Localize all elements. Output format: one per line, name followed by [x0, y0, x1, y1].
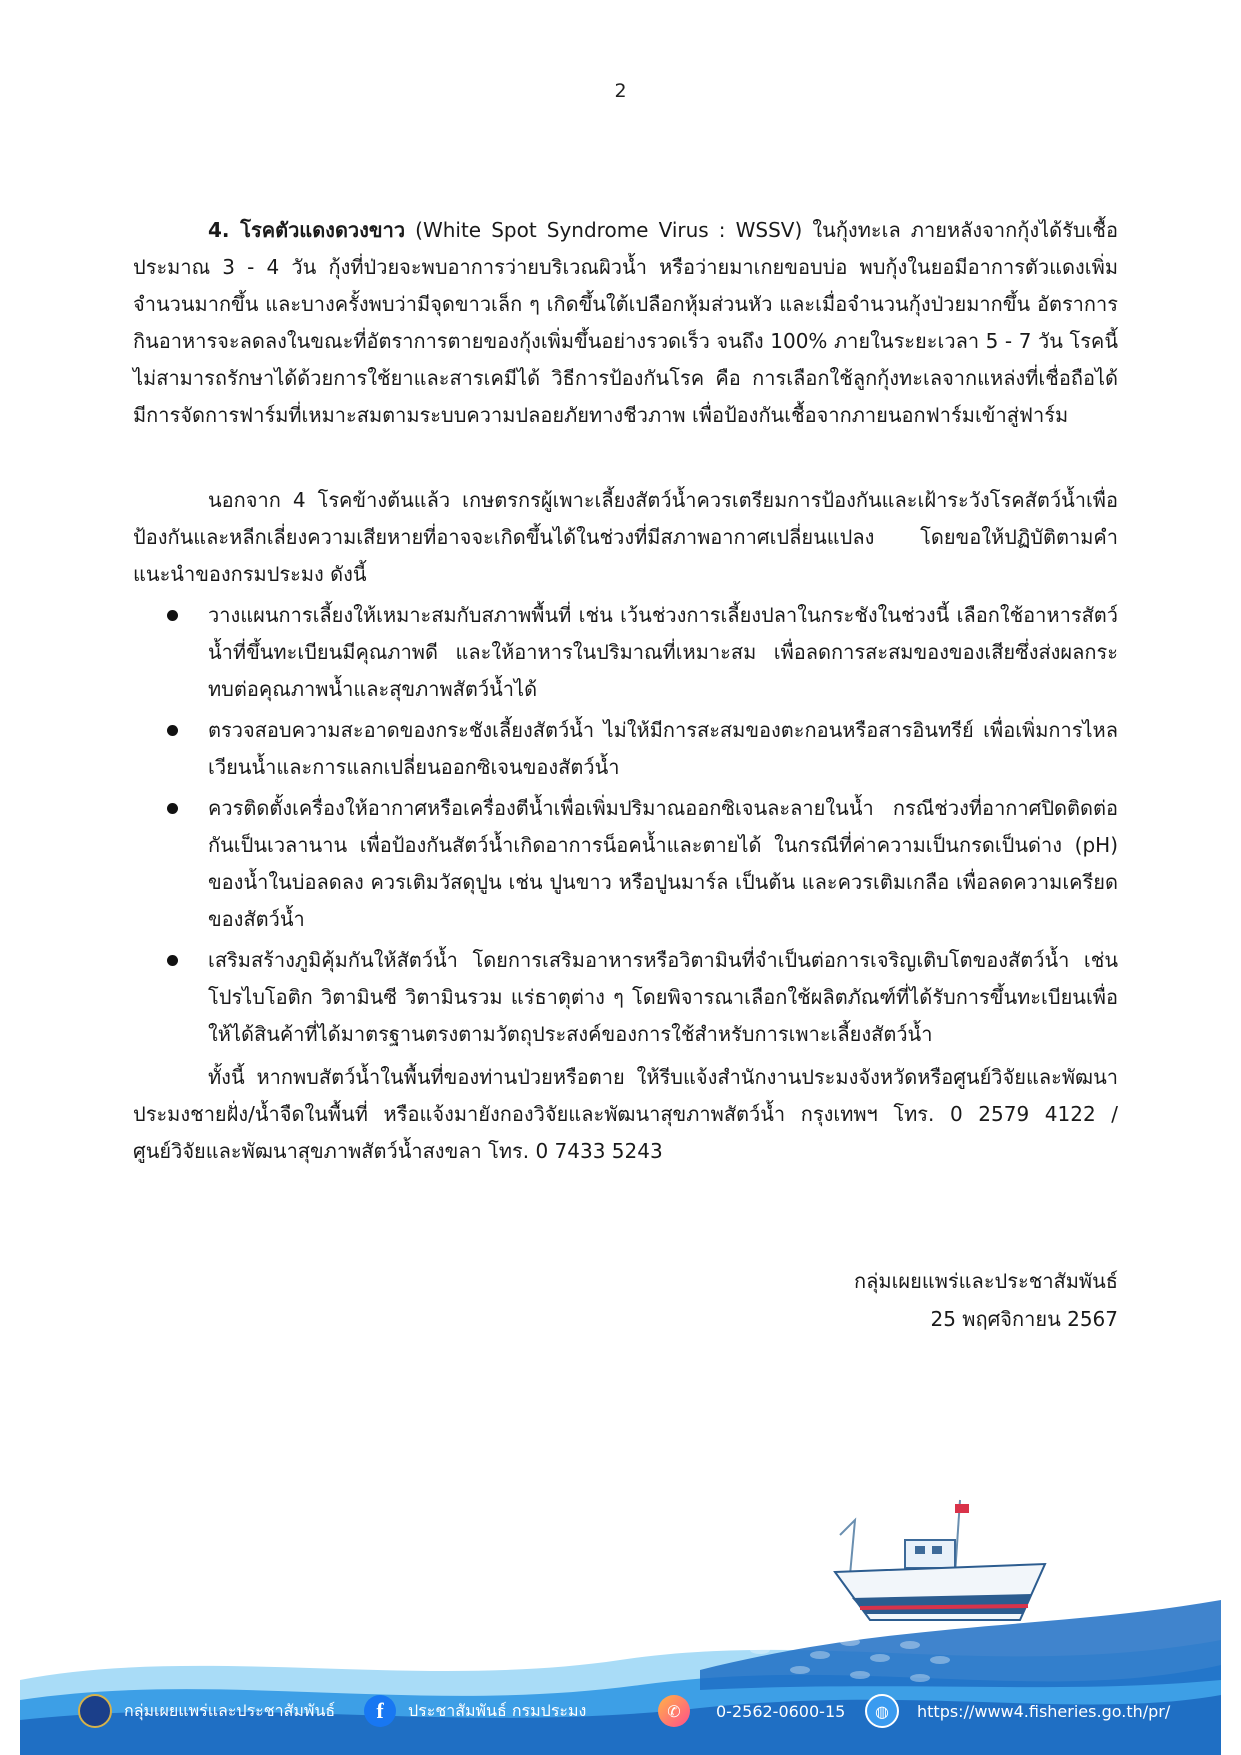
list-item: วางแผนการเลี้ยงให้เหมาะสมกับสภาพพื้นที่ เช่น เว้นช่วงการเลี้ยงปลาในกระชังในช่วงนี้ เลือกใช้อาหารสัตว์น้ำที่ขึ้นทะเบียนมีคุณภาพดี และให้อาหารในปริมาณที่เหมาะสม เพื่อลดการสะสมของของเสียซึ่งส่งผลกระทบต่อคุณภาพน้ำและสุขภาพสัตว์น้ำได้ — [208, 597, 1118, 708]
bullet-icon — [167, 610, 178, 621]
list-item: ตรวจสอบความสะอาดของกระชังเลี้ยงสัตว์น้ำ ไม่ให้มีการสะสมของตะกอนหรือสารอินทรีย์ เพื่อเพิ่มการไหลเวียนน้ำและการแลกเปลี่ยนออกซิเจนของสัตว์น้ำ — [208, 712, 1118, 786]
footer-org-label: กลุ่มเผยแพร่และประชาสัมพันธ์ — [124, 1700, 336, 1720]
section4-heading: 4. โรคตัวแดงดวงขาว — [208, 218, 406, 242]
section4-paragraph — [133, 212, 1118, 434]
signature-org: กลุ่มเผยแพร่และประชาสัมพันธ์ — [854, 1269, 1118, 1293]
signature-date: 25 พฤศจิกายน 2567 — [930, 1307, 1118, 1331]
bullet-icon — [167, 725, 178, 736]
article-body — [133, 212, 1118, 1170]
phone-icon: ✆ — [658, 1695, 690, 1727]
section4-text: (White Spot Syndrome Virus : WSSV) ในกุ้งทะเล ภายหลังจากกุ้งได้รับเชื้อประมาณ 3 - 4 วัน กุ้งที่ป่วยจะพบอาการว่ายบริเวณผิวน้ำ หรือว่ายมาเกยขอบบ่อ พบกุ้งในยอมีอาการตัวแดงเพิ่มจำนวนมากขึ้น และบางครั้งพบว่ามีจุดขาวเล็ก ๆ เกิดขึ้นใต้เปลือกหุ้มส่วนหัว และเมื่อจำนวนกุ้งป่วยมากขึ้น อัตราการกินอาหารจะลดลงในขณะที่อัตราการตายของกุ้งเพิ่มขึ้นอย่างรวดเร็ว จนถึง 100% ภายในระยะเวลา 5 - 7 วัน โรคนี้ไม่สามารถรักษาได้ด้วยการใช้ยาและสารเคมีได้ วิธีการป้องกันโรค คือ การเลือกใช้ลูกกุ้งทะเลจากแหล่งที่เชื่อถือได้ มีการจัดการฟาร์มที่เหมาะสมตามระบบความปลอยภัยทางชีวภาพ เพื่อป้องกันเชื้อจากภายนอกฟาร์มเข้าสู่ฟาร์ม — [133, 218, 1118, 427]
fishing-boat-icon — [835, 1500, 1045, 1620]
bullet-icon — [167, 955, 178, 966]
list-item: ควรติดตั้งเครื่องให้อากาศหรือเครื่องตีน้ำเพื่อเพิ่มปริมาณออกซิเจนละลายในน้ำ กรณีช่วงที่อากาศปิดติดต่อกันเป็นเวลานาน เพื่อป้องกันสัตว์น้ำเกิดอาการน็อคน้ำและตายได้ ในกรณีที่ค่าความเป็นกรดเป็นด่าง (pH) ของน้ำในบ่อลดลง ควรเติมวัสดุปูน เช่น ปูนขาว หรือปูนมาร์ล เป็นต้น และควรเติมเกลือ เพื่อลดความเครียดของสัตว์น้ำ — [208, 790, 1118, 938]
footer-facebook[interactable] — [364, 1685, 586, 1737]
footer-website[interactable] — [865, 1685, 1170, 1737]
facebook-icon: f — [364, 1695, 396, 1727]
intro-paragraph: นอกจาก 4 โรคข้างต้นแล้ว เกษตรกรผู้เพาะเลี้ยงสัตว์น้ำควรเตรียมการป้องกันและเฝ้าระวังโรคสัตว์น้ำเพื่อป้องกันและหลีกเลี่ยงความเสียหายที่อาจจะเกิดขึ้นได้ในช่วงที่มีสภาพอากาศเปลี่ยนแปลง โดยขอให้ปฏิบัติตามคำแนะนำของกรมประมง ดังนี้ — [133, 488, 1118, 586]
footer-facebook-label: ประชาสัมพันธ์ กรมประมง — [408, 1700, 587, 1720]
footer-phone-number: 0-2562-0600-15 — [716, 1701, 846, 1721]
globe-icon: ◍ — [865, 1694, 899, 1728]
footer-org — [78, 1685, 335, 1737]
footer-phone[interactable] — [658, 1685, 845, 1737]
bullet-icon — [167, 803, 178, 814]
footer-website-link[interactable]: https://www4.fisheries.go.th/pr/ — [917, 1701, 1171, 1721]
signature-block — [854, 1262, 1118, 1338]
closing-paragraph: ทั้งนี้ หากพบสัตว์น้ำในพื้นที่ของท่านป่วยหรือตาย ให้รีบแจ้งสำนักงานประมงจังหวัดหรือศูนย์วิจัยและพัฒนาประมงชายฝั่ง/น้ำจืดในพื้นที่ หรือแจ้งมายังกองวิจัยและพัฒนาสุขภาพสัตว์น้ำ กรุงเทพฯ โทร. 0 2579 4122 / ศูนย์วิจัยและพัฒนาสุขภาพสัตว์น้ำสงขลา โทร. 0 7433 5243 — [133, 1065, 1118, 1163]
department-seal-icon — [78, 1694, 112, 1728]
recommendation-list — [133, 597, 1118, 1053]
footer-contact-bar — [0, 1685, 1241, 1737]
list-item: เสริมสร้างภูมิคุ้มกันให้สัตว์น้ำ โดยการเสริมอาหารหรือวิตามินที่จำเป็นต่อการเจริญเติบโตของสัตว์น้ำ เช่น โปรไบโอติก วิตามินซี วิตามินรวม แร่ธาตุต่าง ๆ โดยพิจารณาเลือกใช้ผลิตภัณฑ์ที่ได้รับการขึ้นทะเบียนเพื่อให้ได้สินค้าที่ได้มาตรฐานตรงตามวัตถุประสงค์ของการใช้สำหรับการเพาะเลี้ยงสัตว์น้ำ — [208, 942, 1118, 1053]
page-number: 2 — [614, 80, 627, 102]
